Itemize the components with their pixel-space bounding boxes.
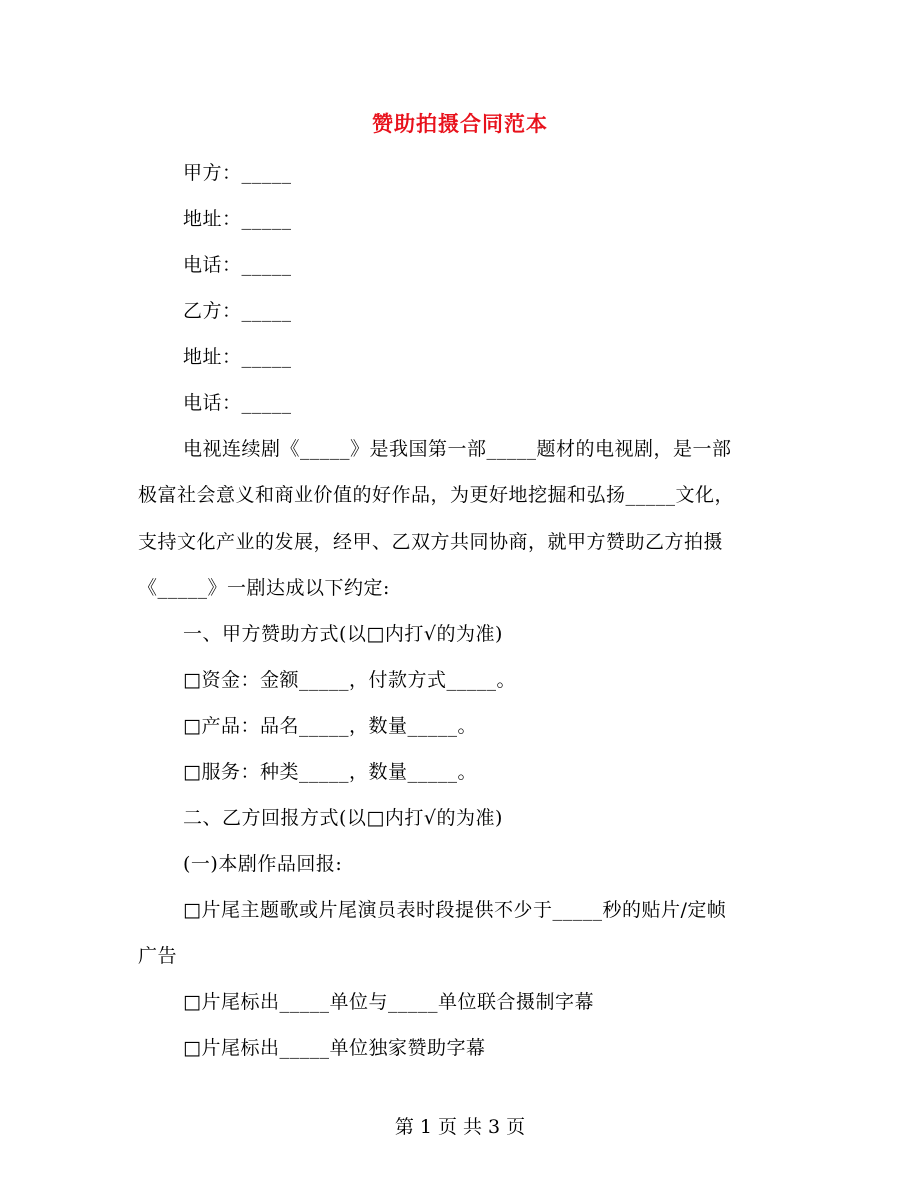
intro-paragraph-line: 电视连续剧《_____》是我国第一部_____题材的电视剧，是一部: [183, 438, 732, 460]
option-ending-ad-continued: 广告: [138, 945, 178, 967]
intro-paragraph-line: 支持文化产业的发展，经甲、乙双方共同协商，就甲方赞助乙方拍摄: [138, 531, 724, 553]
option-exclusive-sponsor-credit: □片尾标出_____单位独家赞助字幕: [183, 1037, 486, 1059]
page-number: 第 1 页 共 3 页: [394, 1116, 526, 1138]
option-services: □服务：种类_____，数量_____。: [183, 761, 477, 783]
document-title: 赞助拍摄合同范本: [372, 111, 548, 136]
party-b-phone: 电话：_____: [183, 392, 292, 414]
option-funds: □资金：金额_____，付款方式_____。: [183, 669, 516, 691]
intro-paragraph-line: 极富社会意义和商业价值的好作品，为更好地挖掘和弘扬_____文化，: [138, 484, 735, 506]
party-b-name: 乙方：_____: [183, 300, 292, 322]
option-products: □产品：品名_____，数量_____。: [183, 715, 477, 737]
intro-paragraph-line: 《_____》一剧达成以下约定:: [138, 577, 390, 599]
section-heading-sponsorship: 一、甲方赞助方式(以□内打√的为准): [183, 623, 503, 645]
party-a-name: 甲方：_____: [183, 162, 292, 184]
subsection-heading: (一)本剧作品回报:: [183, 853, 343, 875]
section-heading-return: 二、乙方回报方式(以□内打√的为准): [183, 807, 503, 829]
option-ending-ad: □片尾主题歌或片尾演员表时段提供不少于_____秒的贴片/定帧: [183, 899, 727, 921]
party-b-address: 地址：_____: [183, 346, 292, 368]
party-a-phone: 电话：_____: [183, 254, 292, 276]
party-a-address: 地址：_____: [183, 208, 292, 230]
option-joint-production-credit: □片尾标出_____单位与_____单位联合摄制字幕: [183, 991, 594, 1013]
